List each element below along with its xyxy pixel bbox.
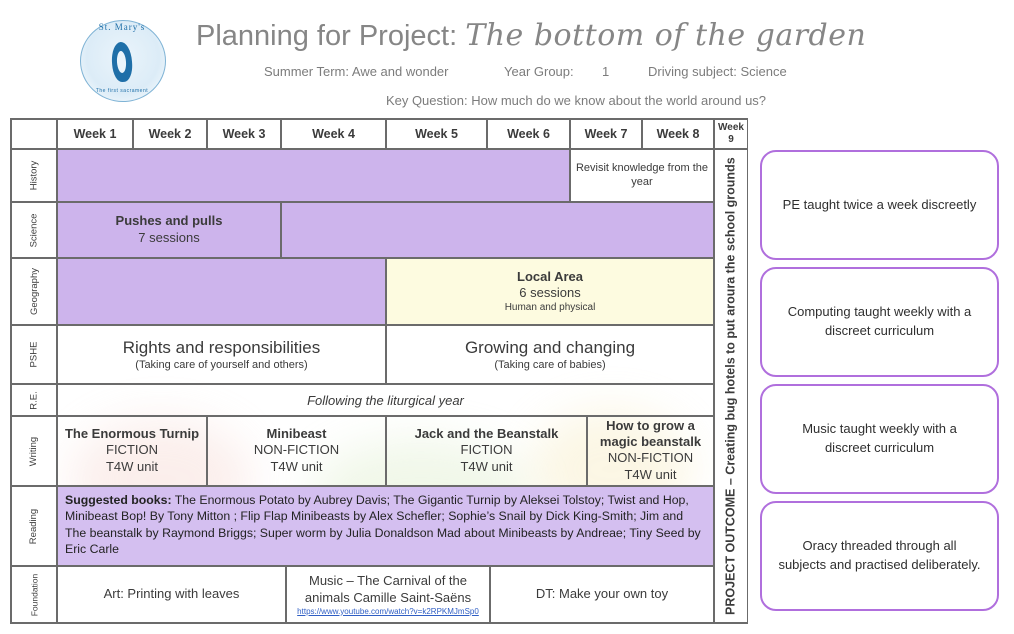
- pshe-right-title: Growing and changing: [464, 337, 636, 357]
- week-header-4: Week 4: [281, 119, 386, 149]
- foundation-music: [286, 566, 490, 623]
- re-text: Following the liturgical year: [57, 384, 714, 416]
- writing-unit-4-type: NON-FICTION: [607, 450, 694, 466]
- writing-unit-3-type: FICTION: [460, 442, 513, 458]
- reading-lead: Suggested books:: [65, 493, 172, 507]
- writing-unit-1: [57, 416, 207, 486]
- page-title: [196, 18, 896, 62]
- writing-unit-3-title: Jack and the Beanstalk: [414, 425, 559, 441]
- week-header-1: Week 1: [57, 119, 133, 149]
- science-unit-sessions: 7 sessions: [138, 229, 200, 245]
- week-header-9: Week 9: [714, 119, 748, 149]
- history-band: [57, 149, 570, 202]
- side-note-computing: Computing taught weekly with a discreet curriculum: [760, 267, 999, 377]
- science-unit-title: Pushes and pulls: [115, 213, 223, 229]
- logo-top-text: St. Mary's: [98, 22, 146, 32]
- school-logo: [72, 14, 172, 106]
- foundation-art: [57, 566, 286, 623]
- writing-unit-4-unit: T4W unit: [624, 467, 677, 483]
- reading-cell: [57, 486, 714, 566]
- row-label-pshe-text: PSHE: [28, 341, 40, 368]
- row-label-writing-text: Writing: [28, 436, 40, 466]
- year-group-label: Year Group:: [504, 64, 574, 79]
- grid-corner: [11, 119, 57, 149]
- science-unit: [57, 202, 281, 258]
- project-outcome-cell: PROJECT OUTCOME – Creating bug hotels to put aroura the school grounds: [714, 149, 748, 623]
- writing-unit-2-unit: T4W unit: [270, 459, 323, 475]
- foundation-music-title: Music – The Carnival of the animals Camille Saint-Saëns: [304, 573, 472, 605]
- driving-subject-label: Driving subject: Science: [648, 64, 787, 79]
- page-header: [0, 0, 1014, 118]
- science-band-continued: [281, 202, 714, 258]
- foundation-dt: [490, 566, 714, 623]
- planning-grid: [10, 118, 748, 624]
- year-group-value: 1: [602, 64, 610, 79]
- week-header-6: Week 6: [487, 119, 570, 149]
- foundation-dt-title: DT: Make your own toy: [535, 586, 669, 602]
- history-note: Revisit knowledge from the year: [570, 149, 714, 202]
- side-note-music: Music taught weekly with a discreet curriculum: [760, 384, 999, 494]
- week-header-2: Week 2: [133, 119, 207, 149]
- geography-unit-sessions: 6 sessions: [519, 285, 581, 301]
- geography-unit: [386, 258, 714, 325]
- row-label-foundation-text: Foundation: [28, 573, 39, 616]
- writing-unit-3-unit: T4W unit: [460, 459, 513, 475]
- row-label-pshe: [11, 325, 57, 384]
- week-header-8: Week 8: [642, 119, 714, 149]
- writing-unit-3: [386, 416, 587, 486]
- row-label-foundation: [11, 566, 57, 623]
- row-label-re-text: R.E.: [28, 390, 40, 410]
- side-note-pe: PE taught twice a week discreetly: [760, 150, 999, 260]
- geography-unit-sub: Human and physical: [504, 302, 596, 314]
- writing-unit-1-title: The Enormous Turnip: [64, 425, 200, 441]
- row-label-reading-text: Reading: [28, 508, 40, 544]
- geography-band: [57, 258, 386, 325]
- term-label: Summer Term: Awe and wonder: [264, 64, 449, 79]
- page-title-project: The bottom of the garden: [465, 18, 867, 53]
- row-label-geography: [11, 258, 57, 325]
- pshe-left-sub: (Taking care of yourself and others): [135, 358, 308, 371]
- pshe-left: [57, 325, 386, 384]
- row-label-re: [11, 384, 57, 416]
- row-label-history: [11, 149, 57, 202]
- week-header-7: Week 7: [570, 119, 642, 149]
- writing-unit-2-title: Minibeast: [266, 425, 327, 441]
- pshe-right: [386, 325, 714, 384]
- row-label-geography-text: Geography: [28, 267, 40, 316]
- geography-unit-title: Local Area: [517, 268, 583, 284]
- writing-unit-4-title: How to grow a magic beanstalk: [599, 417, 702, 450]
- week-header-5: Week 5: [386, 119, 487, 149]
- row-label-writing: [11, 416, 57, 486]
- writing-unit-2-type: NON-FICTION: [253, 442, 340, 458]
- week-header-3: Week 3: [207, 119, 281, 149]
- writing-unit-1-unit: T4W unit: [105, 459, 158, 475]
- row-label-science-text: Science: [28, 213, 40, 247]
- row-label-reading: [11, 486, 57, 566]
- side-note-oracy: Oracy threaded through all subjects and practised deliberately.: [760, 501, 999, 611]
- writing-unit-2: [207, 416, 386, 486]
- reading-book-list: The Enormous Potato by Aubrey Davis; The Gigantic Turnip by Aleksei Tolstoy; Twist and Hop, Minibeast Bop! By Tony Mitton ; Flip Flap Minibeasts by Alex Schefler; Sophie’s Snail by Dick King-Smith; Jim and The beanstalk by Raymond Briggs; Super worm by Julia Donaldson Mad about Minibeasts by Andreae; Tiny Seed by Eric Carle: [65, 493, 701, 557]
- reading-suggested-books: [58, 487, 713, 562]
- logo-bottom-text: The first sacrament: [95, 88, 149, 94]
- writing-unit-1-type: FICTION: [106, 442, 158, 458]
- key-question: Key Question: How much do we know about the world around us?: [385, 93, 767, 108]
- foundation-music-link[interactable]: https://www.youtube.com/watch?v=k2RPKMJmSp0: [297, 606, 479, 616]
- row-label-science: [11, 202, 57, 258]
- pshe-right-sub: (Taking care of babies): [494, 358, 606, 371]
- row-label-history-text: History: [28, 160, 40, 191]
- foundation-art-title: Art: Printing with leaves: [103, 586, 240, 602]
- writing-unit-4: [587, 416, 714, 486]
- pshe-left-title: Rights and responsibilities: [122, 337, 321, 357]
- page-title-main: Planning for Project:: [196, 20, 466, 52]
- header-subline: [196, 64, 956, 82]
